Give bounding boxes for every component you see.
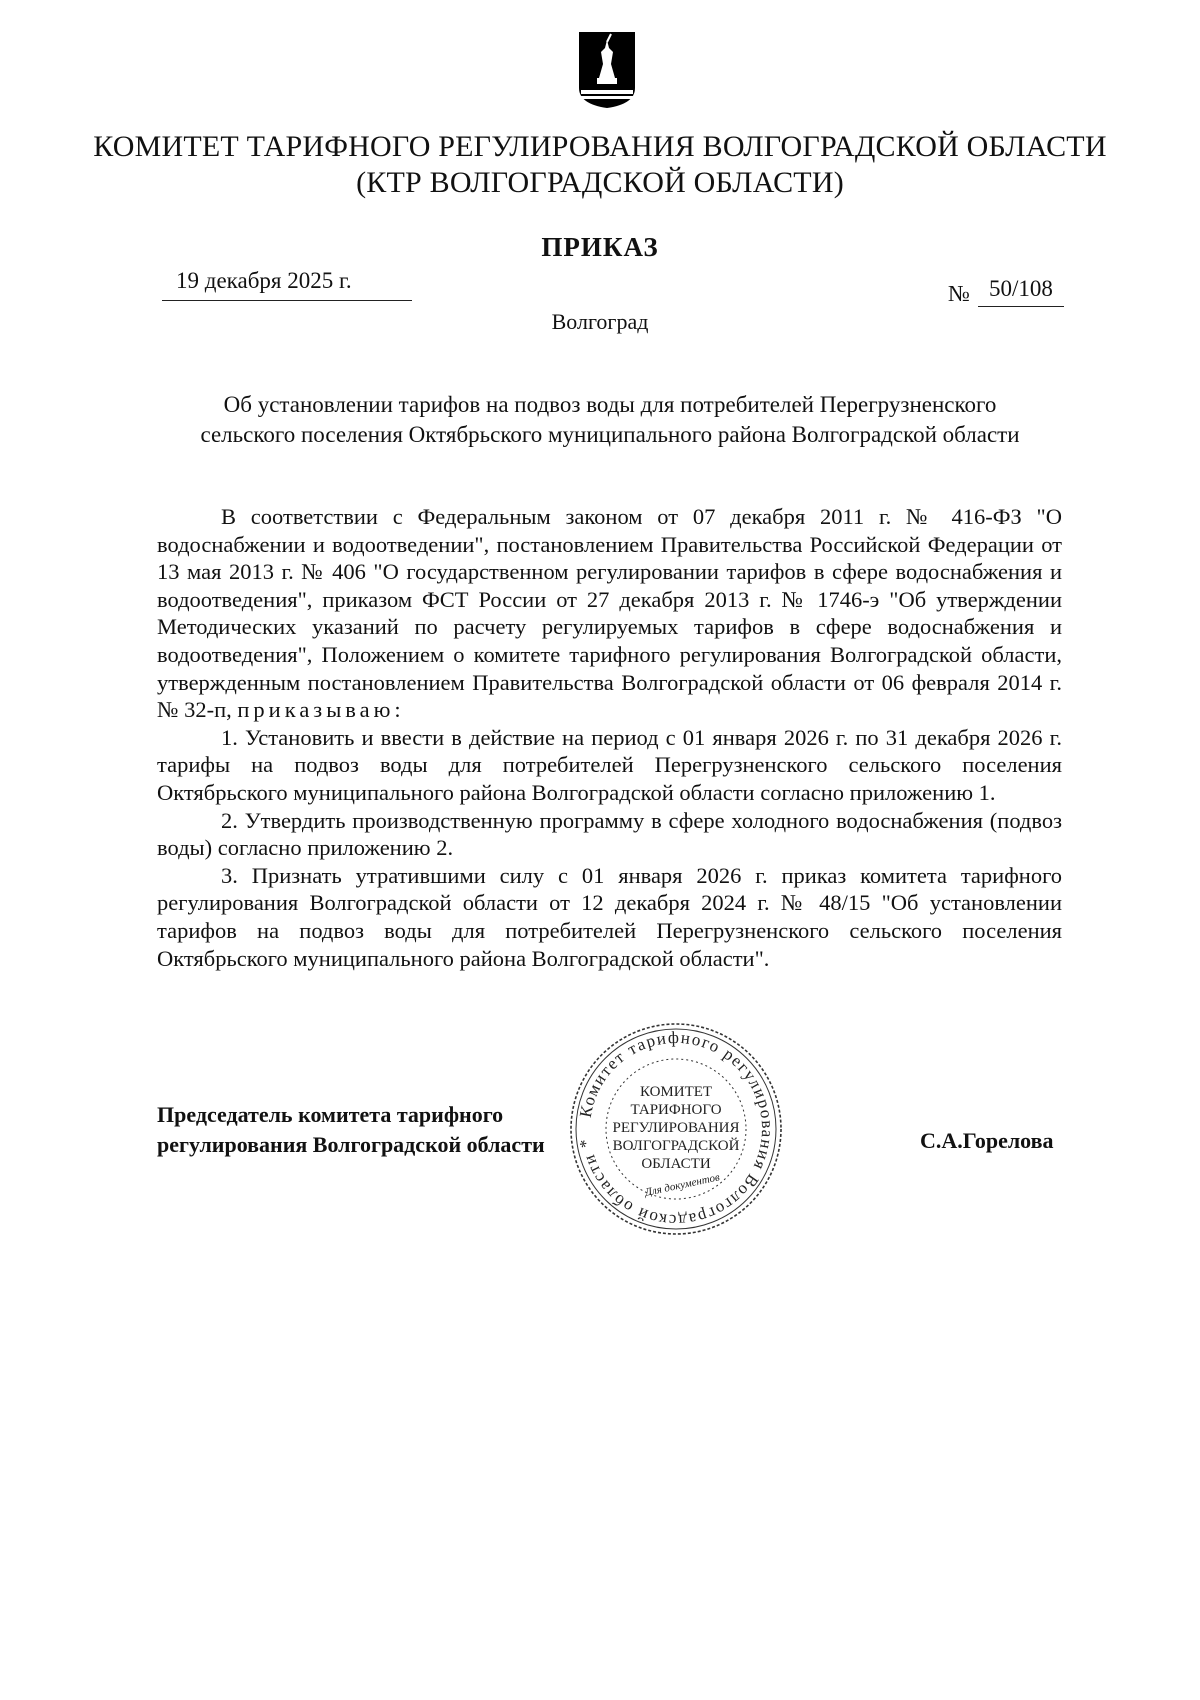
seal-line-2: ТАРИФНОГО	[630, 1102, 722, 1118]
document-type: ПРИКАЗ	[541, 232, 659, 262]
document-subject	[180, 390, 1040, 450]
signer-name: С.А.Горелова	[920, 1128, 1054, 1153]
coat-of-arms-emblem	[577, 30, 637, 110]
order-item-2: 2. Утвердить производственную программу в сфере холодного водоснабжения (подвоз воды) согласно приложению 2.	[157, 807, 1062, 861]
emblem-icon	[577, 30, 637, 110]
document-body	[157, 503, 1062, 972]
seal-line-5: ОБЛАСТИ	[641, 1156, 711, 1172]
subject-line-2: сельского поселения Октябрьского муниципального района Волгоградской области	[200, 422, 1020, 447]
seal-line-1: КОМИТЕТ	[639, 1084, 713, 1100]
subject-line-1: Об установлении тарифов на подвоз воды для потребителей Перегрузненского	[223, 392, 997, 417]
document-city: Волгоград	[551, 309, 649, 334]
preamble-text: В соответствии с Федеральным законом от 07 декабря 2011 г. № 416-ФЗ "О водоснабжении и водоотведении", постановлением Правительства Российской Федерации от 13 мая 2013 г. № 406 "О государственном регулировании тарифов в сфере водоснабжения и водоотведения", приказом ФСТ России от 27 декабря 2013 г. № 1746-э "Об утверждении Методических указаний по расчету регулируемых тарифов в сфере водоснабжения и водоотведения", Положением о комитете тарифного регулирования Волгоградской области, утвержденным постановлением Правительства Волгоградской области от 06 февраля 2014 г. № 32-п,	[157, 504, 1062, 723]
document-date: 19 декабря 2025 г.	[162, 268, 412, 301]
signer-position-line-1: Председатель комитета тарифного	[157, 1102, 504, 1127]
signer-position	[157, 1100, 545, 1160]
preamble-paragraph	[157, 503, 1062, 724]
seal-bottom-text: Для документов	[643, 1171, 721, 1199]
seal-icon	[565, 1018, 787, 1240]
number-label: №	[948, 281, 970, 306]
official-seal	[565, 1018, 787, 1240]
organization-name: КОМИТЕТ ТАРИФНОГО РЕГУЛИРОВАНИЯ ВОЛГОГРАДСКОЙ ОБЛАСТИ	[93, 130, 1107, 163]
seal-line-4: ВОЛГОГРАДСКОЙ	[612, 1138, 740, 1154]
seal-outer-text: Комитет тарифного регулирования Волгоградской области *	[575, 1027, 778, 1231]
organization-abbreviation: (КТР ВОЛГОГРАДСКОЙ ОБЛАСТИ)	[356, 166, 844, 199]
number-value: 50/108	[978, 276, 1064, 307]
order-item-3: 3. Признать утратившими силу с 01 января 2026 г. приказ комитета тарифного регулирования Волгоградской области от 12 декабря 2024 г. № 48/15 "Об установлении тарифов на подвоз воды для потребителей Перегрузненского сельского поселения Октябрьского муниципального района Волгоградской области".	[157, 862, 1062, 971]
order-word: приказываю:	[237, 697, 405, 723]
order-item-1: 1. Установить и ввести в действие на период с 01 января 2026 г. по 31 декабря 2026 г. тарифы на подвоз воды для потребителей Перегрузненского сельского поселения Октябрьского муниципального района Волгоградской области согласно приложению 1.	[157, 724, 1062, 805]
document-number	[948, 276, 1064, 307]
signer-position-line-2: регулирования Волгоградской области	[157, 1132, 545, 1157]
seal-line-3: РЕГУЛИРОВАНИЯ	[612, 1120, 740, 1136]
